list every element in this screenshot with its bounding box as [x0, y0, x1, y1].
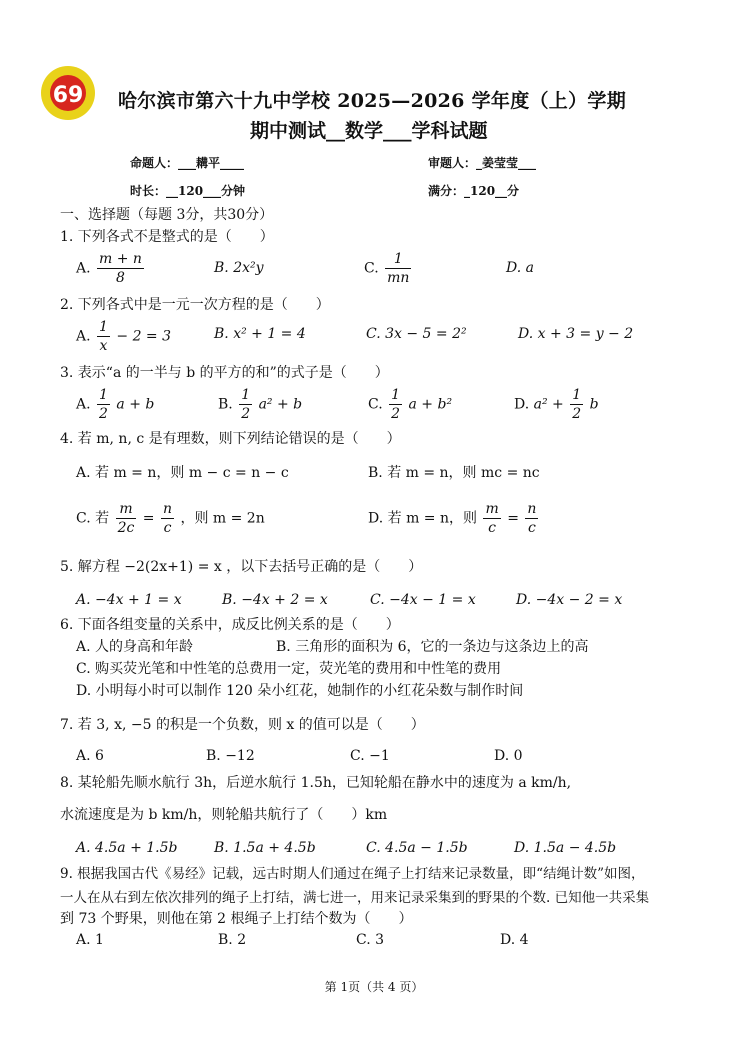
q2-option-a-fraction: [97, 318, 110, 355]
q3-option-d-fraction: [570, 386, 583, 423]
question-8-stem-line2: 水流速度是为 b km/h，则轮船共航行了（ ）km: [60, 807, 388, 823]
duration-label: 时长：__120___分钟: [130, 184, 246, 198]
question-2-stem: 2. 下列各式中是一元一次方程的是（ ）: [60, 297, 330, 313]
q3a-tail: a + b: [116, 396, 155, 413]
q3-option-b-label: B.: [218, 396, 233, 413]
q3-option-d: [514, 386, 599, 423]
q7-option-c: C. −1: [350, 748, 390, 764]
q9-option-d: D. 4: [500, 932, 529, 948]
q4c-tail: ，则 m = 2n: [180, 510, 265, 527]
q3d-tail: b: [589, 396, 599, 413]
q4d-fraction-2: [525, 500, 538, 537]
q1-option-c-label: C.: [364, 260, 379, 277]
author-label: 命题人：___耩平____: [130, 156, 245, 170]
q1-option-c-fraction: [385, 250, 411, 287]
q4c-denominator-1: 2c: [117, 520, 135, 536]
exam-subtitle: 期中测试__数学___学科试题: [250, 120, 488, 142]
q2-option-a-label: A.: [76, 328, 91, 345]
q6-option-d: D. 小明每小时可以制作 120 朵小红花，她制作的小红花朵数与制作时间: [76, 683, 524, 699]
q6-option-b: B. 三角形的面积为 6，它的一条边与这条边上的高: [276, 639, 589, 655]
q2-option-a: [76, 318, 171, 355]
q4d-fraction-1: [483, 500, 500, 537]
q3c-numerator: 1: [391, 387, 401, 403]
q5-option-c: C. −4x − 1 = x: [370, 592, 476, 608]
q4-option-c-label: C. 若: [76, 510, 110, 527]
question-9-stem-line2: 一人在从右到左依次排列的绳子上打结，满七进一，用来记录采集到的野果的个数. 已知他一共采集: [60, 890, 650, 906]
q9-option-c: C. 3: [356, 932, 385, 948]
q4-option-c: [76, 500, 265, 537]
q9-option-a: A. 1: [76, 932, 104, 948]
question-7-stem: 7. 若 3, x, −5 的积是一个负数，则 x 的值可以是（ ）: [60, 717, 425, 733]
question-3-stem: 3. 表示“a 的一半与 b 的平方的和”的式子是（ ）: [60, 365, 389, 381]
q8-option-a: A. 4.5a + 1.5b: [76, 840, 178, 856]
q3-option-b-fraction: [239, 386, 252, 423]
question-9-stem: 9. 根据我国古代《易经》记载，远古时期人们通过在绳子上打结来记录数量，即“结绳计数”如图，: [60, 866, 645, 882]
q3-option-a-label: A.: [76, 396, 91, 413]
q4c-equals: =: [142, 510, 155, 527]
q4c-numerator-1: m: [116, 500, 137, 519]
q5-option-d: D. −4x − 2 = x: [516, 592, 623, 608]
q3d-numerator: 1: [572, 387, 582, 403]
q3-option-a-fraction: [97, 386, 110, 423]
section-title: 一、选择题（每题 3分，共30分）: [60, 207, 274, 223]
logo-text: 69: [52, 83, 84, 108]
q1a-denominator: 8: [116, 270, 125, 286]
q4-option-b: B. 若 m = n，则 mc = nc: [368, 465, 540, 481]
q1-option-c: [364, 250, 413, 287]
q8-option-d: D. 1.5a − 4.5b: [514, 840, 617, 856]
score-label: 满分：_120__分: [428, 184, 520, 198]
q3-option-a: [76, 386, 154, 423]
reviewer-label: 审题人：_姜莹莹___: [428, 156, 537, 170]
q4-option-d-label: D. 若 m = n，则: [368, 510, 477, 527]
q3-option-c: [368, 386, 452, 423]
q4d-numerator-1: m: [485, 501, 499, 517]
q4d-denominator-1: c: [488, 520, 497, 536]
q1-option-a-label: A.: [76, 260, 91, 277]
school-logo: [40, 64, 96, 122]
q3c-denominator: 2: [391, 406, 401, 422]
q4c-denominator-2: c: [163, 520, 172, 536]
q2a-denominator: x: [99, 338, 108, 354]
q2-option-b: B. x² + 1 = 4: [214, 326, 306, 342]
q4c-fraction-2: [161, 500, 174, 537]
q1c-numerator: 1: [385, 250, 411, 269]
q5-option-a: A. −4x + 1 = x: [76, 592, 182, 608]
q3-option-b: [218, 386, 302, 423]
question-5-stem: 5. 解方程 −2(2x+1) = x ，以下去括号正确的是（ ）: [60, 559, 423, 575]
q8-option-b: B. 1.5a + 4.5b: [214, 840, 316, 856]
q3-option-c-fraction: [389, 386, 402, 423]
q7-option-d: D. 0: [494, 748, 523, 764]
q4d-numerator-2: n: [527, 501, 537, 517]
question-4-stem: 4. 若 m, n, c 是有理数，则下列结论错误的是（ ）: [60, 431, 401, 447]
q3-option-c-label: C.: [368, 396, 383, 413]
q9-option-b: B. 2: [218, 932, 247, 948]
q3b-tail: a² + b: [258, 396, 303, 413]
q7-option-b: B. −12: [206, 748, 255, 764]
q1a-numerator: m + n: [99, 251, 142, 267]
q1-option-b: B. 2x²y: [214, 260, 264, 276]
exam-title: 哈尔滨市第六十九中学校 2025—2026 学年度（上）学期: [118, 90, 626, 112]
q3d-denominator: 2: [572, 406, 582, 422]
q7-option-a: A. 6: [76, 748, 104, 764]
q4-option-a: A. 若 m = n，则 m − c = n − c: [76, 465, 289, 481]
q8-option-c: C. 4.5a − 1.5b: [366, 840, 468, 856]
q5-option-b: B. −4x + 2 = x: [222, 592, 328, 608]
q1-option-a-fraction: [97, 250, 144, 287]
q2-option-c: C. 3x − 5 = 2²: [366, 326, 467, 342]
q3b-numerator: 1: [241, 387, 251, 403]
q4d-equals: =: [507, 510, 519, 527]
question-6-stem: 6. 下面各组变量的关系中，成反比例关系的是（ ）: [60, 617, 400, 633]
q2-option-d: D. x + 3 = y − 2: [518, 326, 634, 342]
page-footer: 第 1页（共 4 页）: [324, 980, 424, 994]
q6-option-c: C. 购买荧光笔和中性笔的总费用一定，荧光笔的费用和中性笔的费用: [76, 661, 502, 677]
q4d-denominator-2: c: [527, 520, 536, 536]
question-1-stem: 1. 下列各式不是整式的是（ ）: [60, 229, 274, 245]
q3-option-d-label: D.: [514, 396, 530, 413]
q2a-numerator: 1: [99, 319, 108, 335]
q3c-tail: a + b²: [408, 396, 453, 413]
q3d-head: a² +: [533, 396, 564, 413]
q3a-denominator: 2: [99, 406, 108, 422]
q2a-tail: − 2 = 3: [116, 328, 172, 345]
q4c-fraction-1: [116, 500, 137, 537]
q3b-denominator: 2: [241, 406, 251, 422]
q1-option-d: D. a: [506, 260, 534, 276]
q4-option-d: [368, 500, 540, 537]
question-9-stem-line3: 到 73 个野果，则他在第 2 根绳子上打结个数为（ ）: [60, 911, 413, 927]
q6-option-a: A. 人的身高和年龄: [76, 639, 194, 655]
q4c-numerator-2: n: [162, 501, 172, 517]
q1-option-a: [76, 250, 146, 287]
question-8-stem: 8. 某轮船先顺水航行 3h，后逆水航行 1.5h，已知轮船在静水中的速度为 a km/h,: [60, 775, 572, 791]
q1c-denominator: mn: [387, 270, 410, 286]
q3a-numerator: 1: [99, 387, 108, 403]
